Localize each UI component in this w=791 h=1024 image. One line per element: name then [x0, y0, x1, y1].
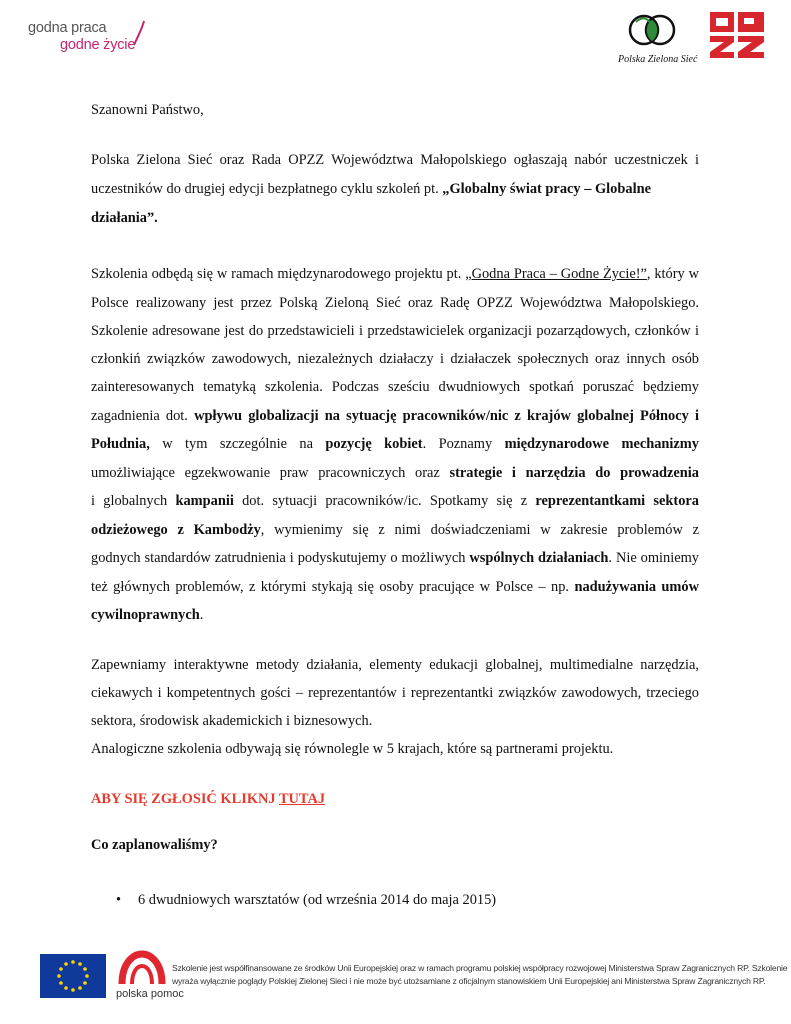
logo-line-1: godna praca [28, 20, 107, 36]
p3-line-3: sektora, środowisk akademickich i biznesowych. [91, 713, 373, 729]
p2-line-11: godnych standardów zatrudnienia i podyskutujemy o możliwych wspólnych działaniach. Nie ominiemy [91, 550, 699, 566]
p2-line-7: Południa, w tym szczególnie na pozycję kobiet. Poznamy międzynarodowe mechanizmy [91, 436, 699, 452]
section-heading: Co zaplanowaliśmy? [91, 837, 218, 853]
project-title-link[interactable]: „Godna Praca – Godne Życie!” [465, 266, 647, 282]
p1-line-3: działania”. [91, 210, 158, 226]
bullet-icon: • [116, 892, 122, 908]
p1-line-2: uczestników do drugiej edycji bezpłatnego cyklu szkoleń pt. „Globalny świat pracy – Globalne [91, 181, 651, 197]
signup-link[interactable]: TUTAJ [278, 791, 326, 807]
logo-swoosh-icon [132, 20, 146, 46]
eu-flag-icon [40, 954, 106, 998]
opzz-mark-icon [708, 10, 768, 60]
list-item: • 6 dwudniowych warsztatów (od września 2014 do maja 2015) [116, 892, 497, 908]
p2-line-5: zainteresowanych tematyką szkolenia. Podczas sześciu dwudniowych spotkań poruszać będziemy [91, 379, 699, 395]
p2-line-1: Szkolenia odbędą się w ramach międzynarodowego projektu pt. „Godna Praca – Godne Życie!”, który w [91, 266, 699, 282]
p1-line-1: Polska Zielona Sieć oraz Rada OPZZ Województwa Małopolskiego ogłaszają nabór uczestniczek i [91, 152, 699, 168]
p2-line-4: członkiń związków zawodowych, niezależnych działaczy i działaczek społecznych oraz innych osób [91, 351, 699, 367]
greeting: Szanowni Państwo, [91, 102, 204, 118]
footer [40, 946, 788, 1006]
p2-line-2: Polsce realizowany jest przez Polską Zieloną Sieć oraz Radę OPZZ Województwa Małopolskiego. [91, 295, 699, 311]
p2-line-8: umożliwiające egzekwowanie praw pracowniczych oraz strategie i narzędzia do prowadzenia [91, 465, 699, 481]
p2-line-6: zagadnienia dot. wpływu globalizacji na sytuację pracowników/nic z krajów globalnej Północy i [91, 408, 699, 424]
funding-disclaimer: Szkolenie jest współfinansowane ze środków Unii Europejskiej oraz w ramach programu polskiej współpracy rozwojowej Ministerstwa Spraw Zagranicznych RP. Szkolenie wyraża wyłącznie poglądy Polskiej Zielonej Sieci i nie może być utożsamiane z oficjalnym stanowiskiem Unii Europejskiej ani Ministerstwa Spraw Zagranicznych RP. [172, 963, 788, 986]
opzz-logo [708, 10, 768, 60]
polska-pomoc-label: polska pomoc [116, 988, 184, 1000]
psz-caption: Polska Zielona Sieć [618, 54, 698, 65]
p2-line-13: cywilnoprawnych. [91, 607, 204, 623]
signup-call-to-action: ABY SIĘ ZGŁOSIĆ KLIKNJ TUTAJ [91, 791, 326, 807]
godna-praca-logo [28, 14, 158, 54]
p2-line-3: Szkolenie adresowane jest do przedstawicieli i przedstawicielek organizacji pozarządowych, członków i [91, 323, 699, 339]
polska-pomoc-icon [116, 950, 168, 988]
polska-zielona-siec-logo [614, 8, 698, 68]
p2-line-9: i globalnych kampanii dot. sytuacji pracowników/ic. Spotkamy się z reprezentantkami sektora [91, 493, 699, 509]
logo-line-2: godne życie [60, 37, 136, 53]
p3-line-2: ciekawych i kompetentnych gości – reprezentantów i reprezentantki związków zawodowych, trzeciego [91, 685, 699, 701]
green-network-icon [614, 8, 694, 54]
p3-line-4: Analogiczne szkolenia odbywają się równolegle w 5 krajach, które są partnerami projektu. [91, 741, 614, 757]
p2-line-12: też głównych problemów, z którymi stykają się osoby pracujące w Polsce – np. nadużywania umów [91, 579, 699, 595]
polska-pomoc-logo [116, 950, 184, 1004]
p2-line-10: odzieżowego z Kambodży, wymienimy się z nimi doświadczeniami w zakresie problemów z [91, 522, 699, 538]
p3-line-1: Zapewniamy interaktywne metody działania, elementy edukacji globalnej, multimedialne narzędzia, [91, 657, 699, 673]
